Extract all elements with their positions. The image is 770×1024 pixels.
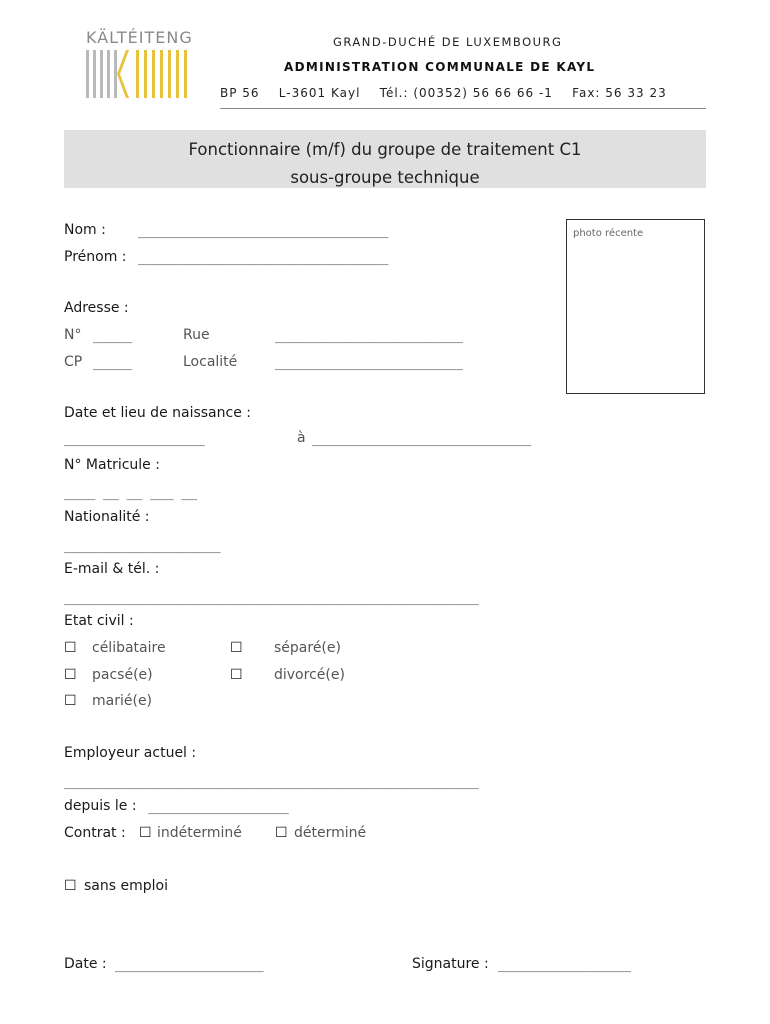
header-contact: BP 56 L-3601 Kayl Tél.: (00352) 56 66 66 -1 Fax: 56 33 23: [220, 86, 667, 100]
numero-field[interactable]: _____: [93, 329, 133, 344]
rue-field[interactable]: ________________________: [275, 329, 463, 344]
naissance-lieu-field[interactable]: ____________________________: [312, 432, 532, 447]
header-country: GRAND-DUCHÉ DE LUXEMBOURG: [333, 35, 563, 49]
signature-label: Signature :: [412, 956, 489, 972]
nationalite-field[interactable]: ____________________: [64, 539, 221, 554]
email-label: E-mail & tél. :: [64, 561, 160, 577]
numero-label: N°: [64, 327, 82, 343]
date-label: Date :: [64, 956, 107, 972]
pacse-label: pacsé(e): [92, 667, 153, 683]
signature-field[interactable]: _________________: [498, 958, 632, 973]
adresse-label: Adresse :: [64, 300, 129, 316]
separe-label: séparé(e): [274, 640, 341, 656]
header-rule: [220, 108, 706, 109]
contrat-label: Contrat :: [64, 825, 126, 841]
prenom-field[interactable]: ________________________________: [138, 251, 389, 266]
logo-text: KÄLTÉITENG: [86, 28, 193, 47]
matricule-field[interactable]: ____ __ __ ___ __: [64, 486, 198, 501]
cp-label: CP: [64, 354, 83, 370]
email-field[interactable]: _____________________________________________________: [64, 591, 479, 606]
depuis-field[interactable]: __________________: [148, 800, 289, 815]
naissance-label: Date et lieu de naissance :: [64, 405, 251, 421]
pacse-checkbox[interactable]: ☐: [64, 667, 77, 683]
etat-civil-label: Etat civil :: [64, 613, 134, 629]
depuis-label: depuis le :: [64, 798, 137, 814]
employeur-label: Employeur actuel :: [64, 745, 197, 761]
indetermine-checkbox[interactable]: ☐: [139, 825, 152, 841]
title-line-2: sous-groupe technique: [290, 168, 480, 187]
nationalite-label: Nationalité :: [64, 509, 150, 525]
nom-field[interactable]: ________________________________: [138, 224, 389, 239]
marie-label: marié(e): [92, 693, 153, 709]
matricule-label: N° Matricule :: [64, 457, 160, 473]
date-field[interactable]: ___________________: [115, 958, 264, 973]
localite-field[interactable]: ________________________: [275, 356, 463, 371]
marie-checkbox[interactable]: ☐: [64, 693, 77, 709]
naissance-date-field[interactable]: __________________: [64, 432, 205, 447]
photo-box: [566, 219, 705, 394]
indetermine-label: indéterminé: [157, 825, 242, 841]
determine-label: déterminé: [294, 825, 367, 841]
divorce-label: divorcé(e): [274, 667, 345, 683]
header-administration: ADMINISTRATION COMMUNALE DE KAYL: [284, 60, 596, 74]
sans-emploi-checkbox[interactable]: ☐: [64, 878, 77, 894]
employeur-field[interactable]: _____________________________________________________: [64, 775, 479, 790]
naissance-separator: à: [297, 430, 306, 446]
prenom-label: Prénom :: [64, 249, 127, 265]
rue-label: Rue: [183, 327, 210, 343]
logo-bars-icon: [86, 50, 192, 98]
title-line-1: Fonctionnaire (m/f) du groupe de traitement C1: [188, 140, 582, 159]
determine-checkbox[interactable]: ☐: [275, 825, 288, 841]
cp-field[interactable]: _____: [93, 356, 133, 371]
divorce-checkbox[interactable]: ☐: [230, 667, 243, 683]
nom-label: Nom :: [64, 222, 106, 238]
localite-label: Localité: [183, 354, 238, 370]
celibataire-checkbox[interactable]: ☐: [64, 640, 77, 656]
photo-label: photo récente: [573, 228, 644, 239]
sans-emploi-label: sans emploi: [84, 878, 168, 894]
celibataire-label: célibataire: [92, 640, 166, 656]
separe-checkbox[interactable]: ☐: [230, 640, 243, 656]
